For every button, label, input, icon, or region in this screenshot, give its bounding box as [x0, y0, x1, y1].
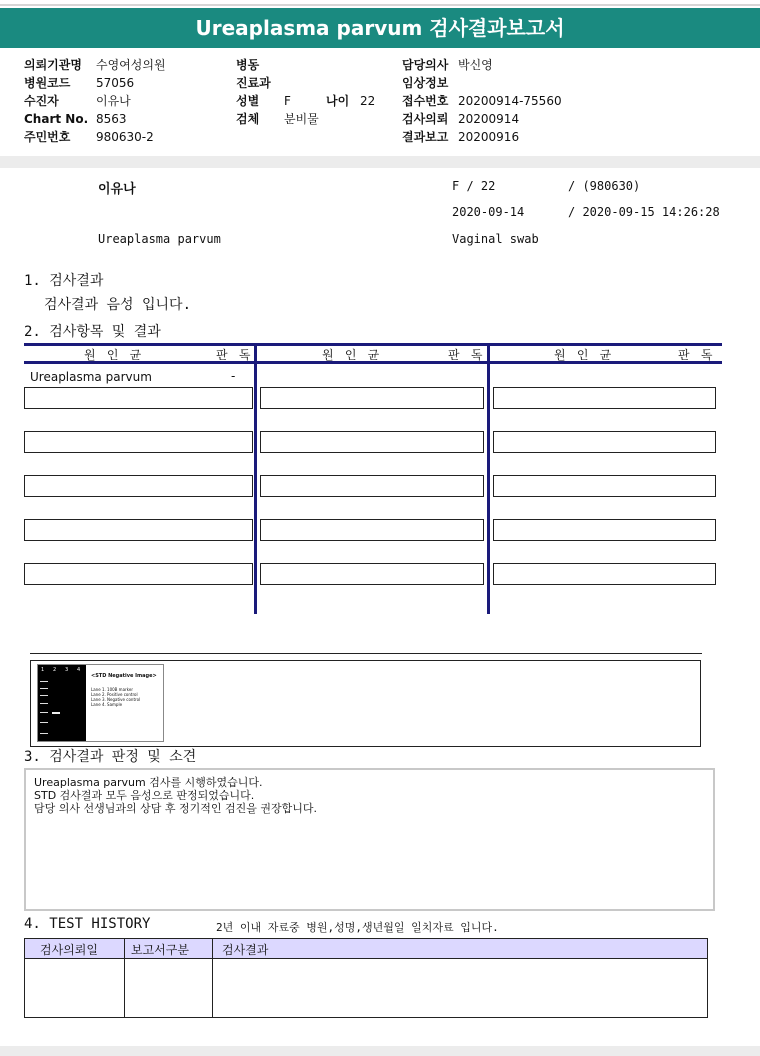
positive-band: [52, 712, 60, 714]
ward-label: 병동: [236, 58, 260, 72]
gel-top-rule: [30, 653, 702, 654]
result-box: [493, 431, 716, 453]
doctor-value: 박신영: [458, 58, 493, 72]
rrn-value: 980630-2: [96, 130, 154, 144]
marker-band: [40, 681, 48, 682]
header-left: [24, 56, 224, 146]
col3-pathogen: 원 인 균: [554, 348, 614, 362]
history-col-result: 검사결과: [222, 943, 269, 957]
opinion-line: Ureaplasma parvum 검사를 시행하였습니다.: [34, 776, 263, 789]
receipt-label: 접수번호: [402, 94, 449, 108]
summary-name: 이유나: [98, 182, 136, 197]
marker-band: [40, 695, 48, 696]
opinion-line: 담당 의사 선생님과의 상담 후 정기적인 검진을 권장합니다.: [34, 802, 317, 815]
result-box: [260, 475, 484, 497]
gel-caption-title: <STD Negative Image>: [91, 673, 157, 679]
marker-band: [40, 688, 48, 689]
section2-title: 2. 검사항목 및 결과: [24, 324, 161, 340]
age-label: 나이: [326, 94, 350, 108]
hospital-value: 수영여성의원: [96, 58, 166, 72]
result-box: [24, 431, 253, 453]
summary-sex-age: F / 22: [452, 179, 496, 193]
opinion-line: STD 검사결과 모두 음성으로 판정되었습니다.: [34, 789, 255, 802]
chart-value: 8563: [96, 112, 127, 126]
row1-result: -: [231, 369, 236, 383]
lane-label: 4: [77, 667, 81, 673]
opinion-box: [24, 768, 715, 911]
section3-title: 3. 검사결과 판정 및 소견: [24, 749, 197, 765]
summary-date2: / 2020-09-15 14:26:28: [568, 205, 720, 219]
column-divider-1: [254, 346, 257, 614]
col2-pathogen: 원 인 균: [322, 348, 382, 362]
header-right: [402, 56, 742, 146]
col3-result: 판 독: [678, 348, 715, 362]
gel-caption-line: Lane 3. Negative control: [91, 697, 141, 702]
lane-label: 3: [65, 667, 69, 673]
summary-birth: / (980630): [568, 179, 641, 193]
request-value: 20200914: [458, 112, 520, 126]
request-label: 검사의뢰: [402, 112, 449, 126]
result-box: [493, 387, 716, 409]
doctor-label: 담당의사: [402, 58, 449, 72]
gel-caption-line: Lane 2. Positive control: [91, 692, 138, 697]
report-value: 20200916: [458, 130, 520, 144]
marker-band: [40, 733, 48, 734]
col1-result: 판 독: [216, 348, 253, 362]
dept-label: 진료과: [236, 76, 271, 90]
gel-caption-line: Lane 1. 100B marker: [91, 687, 133, 692]
marker-band: [40, 712, 48, 713]
marker-band: [40, 703, 48, 704]
history-col-request-date: 검사의뢰일: [40, 943, 98, 957]
summary-date1: 2020-09-14: [452, 205, 525, 219]
top-border: [0, 4, 760, 6]
result-box: [24, 519, 253, 541]
chart-label: Chart No.: [24, 112, 89, 126]
history-col-divider: [124, 938, 125, 1018]
result-box: [260, 519, 484, 541]
row1-pathogen: Ureaplasma parvum: [30, 370, 152, 384]
gel-photo: [38, 665, 86, 741]
report-label: 결과보고: [402, 130, 449, 144]
receipt-value: 20200914-75560: [458, 94, 562, 108]
summary-sample: Vaginal swab: [452, 232, 539, 246]
sex-value: F: [284, 94, 291, 108]
lane-label: 1: [41, 667, 45, 673]
patient-label: 수진자: [24, 94, 59, 108]
gel-caption-lines: [91, 687, 140, 707]
patient-value: 이유나: [96, 94, 131, 108]
history-col-divider: [212, 938, 213, 1018]
gel-caption-line: Lane 4. Sample: [91, 702, 123, 707]
section1-title: 1. 검사결과: [24, 273, 104, 289]
header-middle: [236, 56, 396, 128]
section-divider: [0, 156, 760, 168]
result-box: [24, 387, 253, 409]
result-box: [493, 563, 716, 585]
result-box: [260, 387, 484, 409]
result-box: [24, 563, 253, 585]
history-col-report-type: 보고서구분: [131, 943, 189, 957]
result-box: [24, 475, 253, 497]
clinical-label: 임상정보: [402, 76, 449, 90]
code-value: 57056: [96, 76, 135, 90]
hospital-label: 의뢰기관명: [24, 58, 82, 72]
result-box: [493, 519, 716, 541]
sex-label: 성별: [236, 94, 260, 108]
section4-note: 2년 이내 자료중 병원,성명,생년월일 일치자료 입니다.: [216, 921, 499, 934]
column-divider-2: [487, 346, 490, 614]
result-box: [493, 475, 716, 497]
result-box: [260, 563, 484, 585]
history-header: [24, 938, 708, 959]
section1-text: 검사결과 음성 입니다.: [44, 297, 192, 313]
specimen-value: 분비물: [284, 112, 319, 126]
specimen-label: 검체: [236, 112, 260, 126]
age-value: 22: [360, 94, 376, 108]
lane-label: 2: [53, 667, 57, 673]
summary-test: Ureaplasma parvum: [98, 232, 221, 246]
marker-band: [40, 722, 48, 723]
col2-result: 판 독: [448, 348, 485, 362]
result-box: [260, 431, 484, 453]
report-title: Ureaplasma parvum 검사결과보고서: [0, 8, 760, 48]
history-body: [24, 958, 708, 1018]
rrn-label: 주민번호: [24, 130, 71, 144]
col1-pathogen: 원 인 균: [84, 348, 144, 362]
section4-title: 4. TEST HISTORY: [24, 916, 151, 932]
gel-image-card: [37, 664, 164, 742]
code-label: 병원코드: [24, 76, 71, 90]
bottom-border: [0, 1046, 760, 1056]
